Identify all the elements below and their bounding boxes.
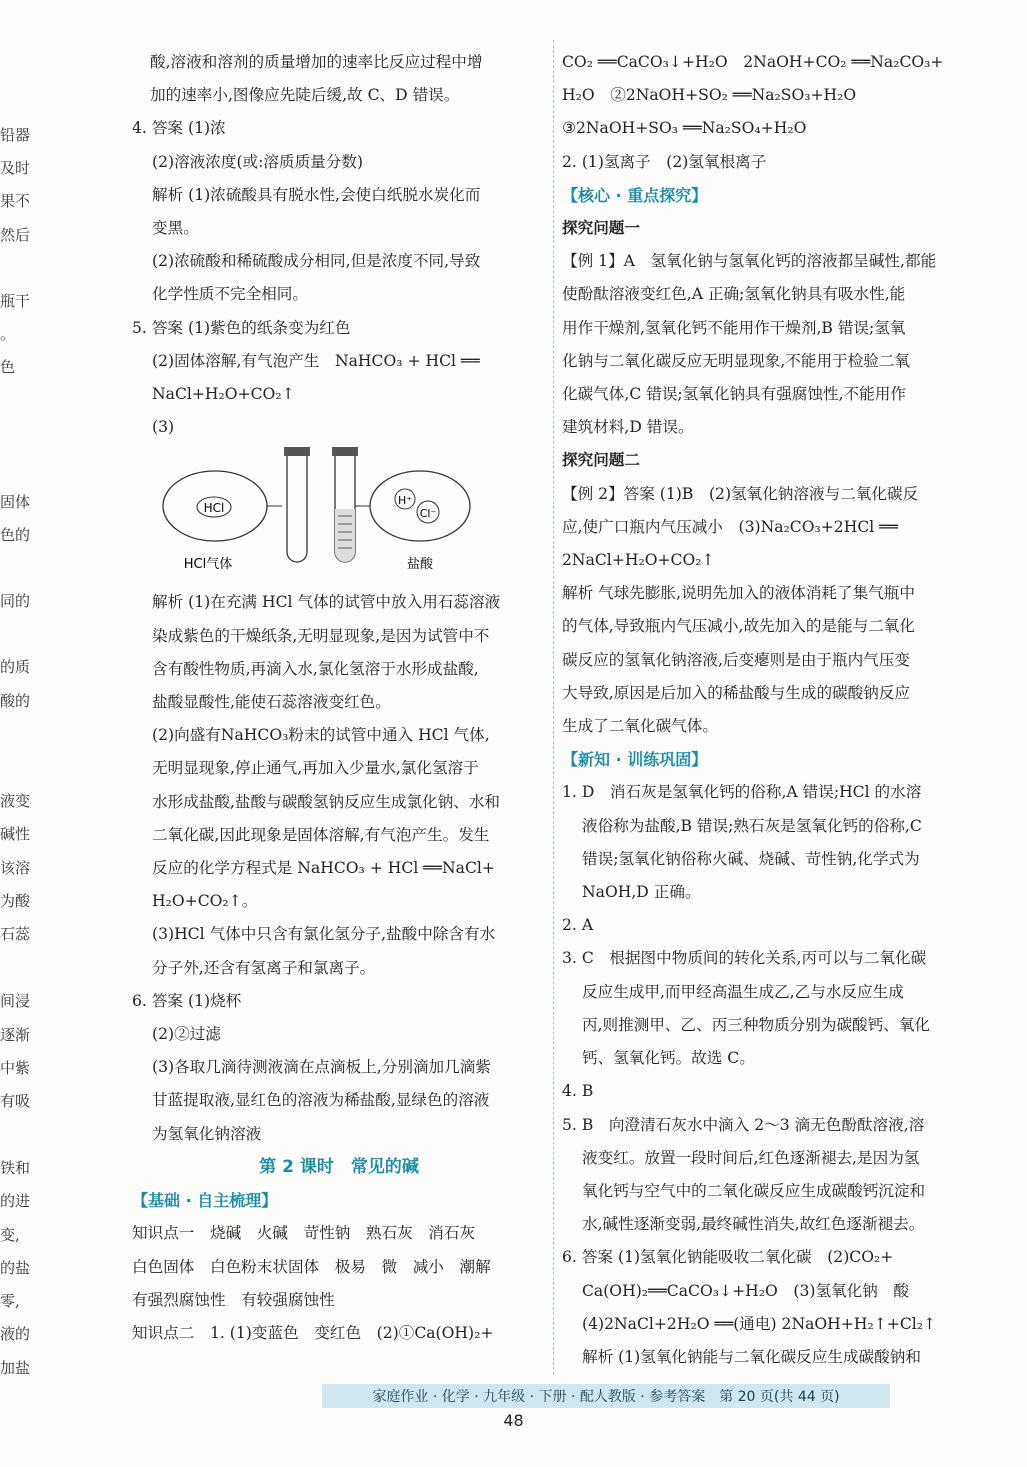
edge-fragment: 铅器	[0, 126, 31, 144]
text-line: 2NaCl+H₂O+CO₂↑	[562, 551, 715, 570]
text-line: 1. D 消石灰是氢氧化钙的俗称,A 错误;HCl 的水溶	[562, 783, 922, 802]
edge-fragment: 然后	[0, 226, 31, 244]
text-line: 应,使广口瓶内气压减小 (3)Na₂CO₃+2HCl ══	[562, 517, 898, 536]
text-line: (4)2NaCl+2H₂O ══(通电) 2NaOH+H₂↑+Cl₂↑	[582, 1314, 937, 1333]
edge-fragment: 。	[0, 325, 16, 343]
text-line: 生成了二氧化碳气体。	[562, 717, 718, 736]
text-line: 反应的化学方程式是 NaHCO₃ + HCl ══NaCl+	[152, 859, 495, 878]
text-line: 【例 2】答案 (1)B (2)氢氧化钠溶液与二氧化碳反	[562, 484, 919, 503]
text-line: 5. B 向澄清石灰水中滴入 2～3 滴无色酚酞溶液,溶	[562, 1115, 925, 1134]
edge-fragment: 色	[0, 358, 16, 376]
text-line: 建筑材料,D 错误。	[562, 418, 694, 437]
column-divider	[553, 40, 554, 1375]
text-line: (3)	[152, 418, 175, 437]
text-line: 钙、氢氧化钙。故选 C。	[582, 1049, 755, 1068]
text-line: (2)固体溶解,有气泡产生 NaHCO₃ + HCl ══	[152, 351, 480, 370]
edge-fragment: 及时	[0, 159, 31, 177]
edge-fragment: 石蕊	[0, 925, 31, 943]
text-line: 解析 (1)浓硫酸具有脱水性,会使白纸脱水炭化而	[152, 185, 481, 204]
edge-fragment: 液变	[0, 792, 31, 810]
text-line: 化钠与二氧化碳反应无明显现象,不能用于检验二氧	[562, 351, 911, 370]
edge-fragment: 的质	[0, 658, 31, 676]
edge-fragment: 色的	[0, 526, 31, 544]
edge-fragment: 的盐	[0, 1259, 31, 1277]
text-line: 使酚酞溶液变红色,A 正确;氢氧化钠具有吸水性,能	[562, 285, 906, 304]
edge-fragment: 碱性	[0, 825, 31, 843]
text-line: 分子外,还含有氢离子和氯离子。	[152, 958, 376, 977]
hcl-molecule-label: HCl	[203, 501, 225, 516]
edge-fragment: 逐渐	[0, 1026, 31, 1044]
hcl-figure	[132, 444, 546, 586]
edge-fragment: 的进	[0, 1192, 31, 1210]
text-line: 解析 气球先膨胀,说明先加入的液体消耗了集气瓶中	[562, 584, 915, 603]
page-number: 48	[503, 1411, 524, 1430]
hcl-gas-caption: HCl气体	[183, 557, 233, 573]
text-line: 【核心 · 重点探究】	[562, 185, 708, 205]
text-line: NaCl+H₂O+CO₂↑	[152, 385, 295, 404]
text-line: 4. B	[562, 1082, 594, 1101]
text-line: NaOH,D 正确。	[582, 883, 701, 902]
edge-fragment: 酸的	[0, 692, 31, 710]
edge-fragment: 液的	[0, 1325, 31, 1343]
text-line: 碳反应的氢氧化钠溶液,后变瘪则是由于瓶内气压变	[562, 650, 911, 669]
hydrochloric-acid-caption: 盐酸	[406, 557, 434, 573]
section-basic-heading: 【基础 · 自主梳理】	[132, 1191, 278, 1211]
text-line: 【例 1】A 氢氧化钠与氢氧化钙的溶液都呈碱性,都能	[562, 252, 937, 271]
edge-fragment: 为酸	[0, 892, 31, 910]
text-line: 的气体,导致瓶内气压减小,故先加入的是能与二氧化	[562, 617, 915, 636]
text-line: 水形成盐酸,盐酸与碳酸氢钠反应生成氯化钠、水和	[152, 792, 501, 811]
text-line: 液俗称为盐酸,B 错误;熟石灰是氢氧化钙的俗称,C	[582, 816, 922, 835]
text-line: 6. 答案 (1)氢氧化钠能吸收二氧化碳 (2)CO₂+	[562, 1248, 894, 1267]
text-line: 解析 (1)在充满 HCl 气体的试管中放入用石蕊溶液	[152, 593, 501, 612]
left-column	[132, 46, 546, 1350]
edge-fragment: 变,	[0, 1226, 20, 1244]
edge-fragment: 加盐	[0, 1359, 31, 1377]
text-line: 2. (1)氢离子 (2)氢氧根离子	[562, 152, 767, 171]
text-line: (2)向盛有NaHCO₃粉末的试管中通入 HCl 气体,	[152, 726, 490, 745]
edge-fragment: 铁和	[0, 1159, 31, 1177]
text-line: (3)HCl 气体中只含有氯化氢分子,盐酸中除含有水	[152, 925, 496, 944]
edge-fragment: 有吸	[0, 1092, 31, 1110]
text-line: 解析 (1)氢氧化钠能与二氧化碳反应生成碳酸钠和	[582, 1347, 921, 1366]
text-line: 反应生成甲,而甲经高温生成乙,乙与水反应生成	[582, 982, 904, 1001]
edge-fragment: 零,	[0, 1292, 20, 1310]
text-line: Ca(OH)₂══CaCO₃↓+H₂O (3)氢氧化钠 酸	[582, 1281, 910, 1300]
h-ion-label: H⁺	[397, 494, 413, 508]
text-line: (2)浓硫酸和稀硫酸成分相同,但是浓度不同,导致	[152, 252, 481, 271]
text-line: 氧化钙与空气中的二氧化碳反应生成碳酸钙沉淀和	[582, 1181, 926, 1200]
left-edge-fragments	[0, 0, 40, 1467]
edge-fragment: 果不	[0, 192, 31, 210]
text-line: 液变红。放置一段时间后,红色逐渐褪去,是因为氢	[582, 1148, 920, 1167]
text-line: 3. C 根据图中物质间的转化关系,丙可以与二氧化碳	[562, 949, 927, 968]
text-line: (3)各取几滴待测液滴在点滴板上,分别滴加几滴紫	[152, 1058, 491, 1077]
text-line: (2)②过滤	[152, 1025, 221, 1044]
text-line: 探究问题一	[562, 219, 640, 238]
text-line: 大导致,原因是后加入的稀盐酸与生成的碳酸钠反应	[562, 683, 911, 702]
text-line: 丙,则推测甲、乙、丙三种物质分别为碳酸钙、氧化	[582, 1015, 931, 1034]
text-line: 盐酸显酸性,能使石蕊溶液变红色。	[152, 693, 391, 712]
text-line: 变黑。	[152, 219, 199, 238]
test-tube-diagram	[142, 444, 472, 586]
text-line: 5. 答案 (1)紫色的纸条变为红色	[132, 318, 351, 337]
text-line: (2)溶液浓度(或:溶质质量分数)	[152, 152, 364, 171]
text-line: 探究问题二	[562, 451, 640, 470]
text-line: H₂O+CO₂↑。	[152, 892, 258, 911]
text-line: 为氢氧化钠溶液	[152, 1124, 262, 1143]
text-line: 用作干燥剂,氢氧化钙不能用作干燥剂,B 错误;氢氧	[562, 318, 906, 337]
text-line: 加的速率小,图像应先陡后缓,故 C、D 错误。	[150, 86, 460, 105]
text-line: 酸,溶液和溶剂的质量增加的速率比反应过程中增	[150, 53, 483, 71]
text-line: CO₂ ══CaCO₃↓+H₂O 2NaOH+CO₂ ══Na₂CO₃+	[562, 53, 944, 71]
text-line: 无明显现象,停止通气,再加入少量水,氯化氢溶于	[152, 759, 479, 778]
edge-fragment: 同的	[0, 592, 31, 610]
edge-fragment: 固体	[0, 493, 31, 511]
cl-ion-label: Cl⁻	[419, 507, 437, 521]
text-line: 错误;氢氧化钠俗称火碱、烧碱、苛性钠,化学式为	[582, 849, 920, 868]
text-line: 白色固体 白色粉末状固体 极易 微 减小 潮解	[132, 1257, 491, 1276]
text-line: 知识点一 烧碱 火碱 苛性钠 熟石灰 消石灰	[132, 1224, 476, 1243]
text-line: H₂O ②2NaOH+SO₂ ══Na₂SO₃+H₂O	[562, 86, 857, 105]
text-line: 【新知 · 训练巩固】	[562, 750, 708, 770]
text-line: 水,碱性逐渐变弱,最终碱性消失,故红色逐渐褪去。	[582, 1215, 925, 1234]
text-line: 化学性质不完全相同。	[152, 285, 308, 304]
text-line: 6. 答案 (1)烧杯	[132, 991, 242, 1010]
text-line: 4. 答案 (1)浓	[132, 119, 226, 138]
edge-fragment: 瓶干	[0, 292, 31, 310]
text-line: 二氧化碳,因此现象是固体溶解,有气泡产生。发生	[152, 825, 490, 844]
text-line: 有强烈腐蚀性 有较强腐蚀性	[132, 1290, 335, 1309]
chapter-title: 第 2 课时 常见的碱	[259, 1156, 419, 1177]
footer-banner: 家庭作业 · 化学 · 九年级 · 下册 · 配人教版 · 参考答案 第 20 页(共 44 页)	[322, 1384, 890, 1408]
edge-fragment: 间浸	[0, 992, 31, 1010]
edge-fragment: 中紫	[0, 1059, 31, 1077]
right-column	[562, 46, 974, 1374]
text-line: 2. A	[562, 916, 594, 935]
text-line: 染成紫色的干燥纸条,无明显现象,是因为试管中不	[152, 626, 490, 645]
edge-fragment: 该溶	[0, 859, 31, 877]
text-line: 甘蓝提取液,显红色的溶液为稀盐酸,显绿色的溶液	[152, 1091, 490, 1110]
text-line: ③2NaOH+SO₃ ══Na₂SO₄+H₂O	[562, 119, 807, 138]
text-line: 含有酸性物质,再滴入水,氯化氢溶于水形成盐酸,	[152, 659, 479, 678]
text-line: 化碳气体,C 错误;氢氧化钠具有强腐蚀性,不能用作	[562, 385, 906, 404]
text-line: 知识点二 1. (1)变蓝色 变红色 (2)①Ca(OH)₂+	[132, 1323, 494, 1342]
